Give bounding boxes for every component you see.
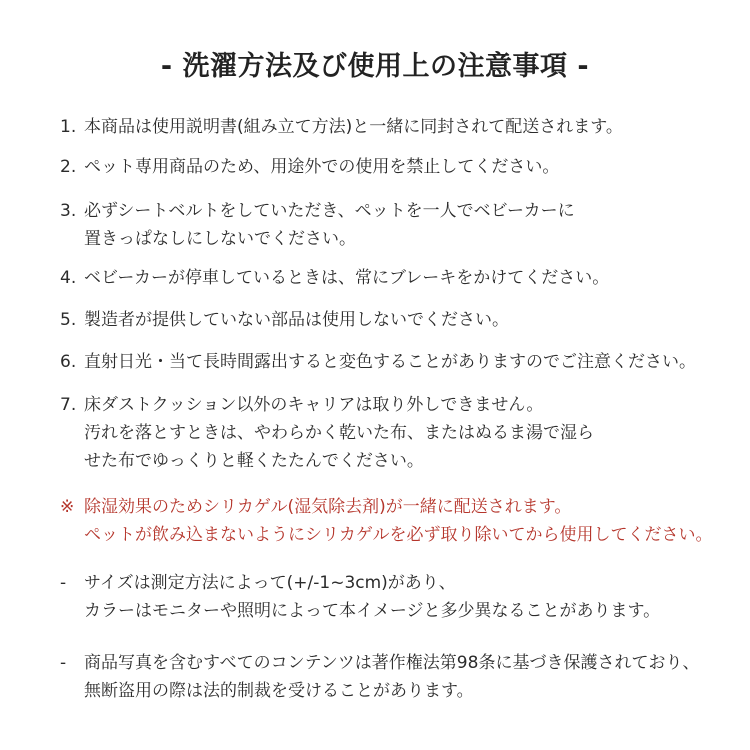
item-text: 必ずシートベルトをしていただき、ペットを一人でベビーカーに [84, 201, 575, 221]
item-number: 3. [60, 201, 77, 221]
item-number: 5. [60, 310, 77, 330]
list-item-4 [60, 264, 740, 292]
item-text: 汚れを落とすときは、やわらかく乾いた布、またはぬるま湯で湿ら [84, 423, 594, 443]
note-mark: - [60, 653, 67, 673]
note-text: 商品写真を含むすべてのコンテンツは著作権法第98条に基づき保護されており、 [84, 653, 700, 673]
list-item-5 [60, 306, 740, 334]
item-text: 置きっぱなしにしないでください。 [84, 229, 356, 249]
note-copyright [60, 649, 740, 705]
note-size-color [60, 569, 740, 625]
silica-gel-warning [60, 493, 740, 549]
list-item-6 [60, 348, 740, 376]
list-item-2 [60, 153, 740, 181]
page-title: - 洗濯方法及び使用上の注意事項 - [160, 51, 590, 82]
item-number: 2. [60, 157, 77, 177]
warning-text: ペットが飲み込まないようにシリカゲルを必ず取り除いてから使用してください。 [84, 525, 713, 545]
note-text: カラーはモニターや照明によって本イメージと多少異なることがあります。 [84, 601, 661, 621]
item-text: ベビーカーが停車しているときは、常にブレーキをかけてください。 [84, 268, 610, 288]
list-item-7 [60, 391, 740, 475]
warning-text: 除湿効果のためシリカゲル(湿気除去剤)が一緒に配送されます。 [84, 497, 572, 517]
item-text: せた布でゆっくりと軽くたたんでください。 [84, 451, 424, 471]
item-text: ペット専用商品のため、用途外での使用を禁止してください。 [84, 157, 560, 177]
note-text: サイズは測定方法によって(+/-1~3cm)があり、 [84, 573, 456, 593]
item-text: 直射日光・当て長時間露出すると変色することがありますのでご注意ください。 [84, 352, 696, 372]
note-mark: - [60, 573, 67, 593]
note-text: 無断盗用の際は法的制裁を受けることがあります。 [84, 681, 474, 701]
item-text: 本商品は使用説明書(組み立て方法)と一緒に同封されて配送されます。 [84, 117, 623, 137]
item-number: 7. [60, 395, 77, 415]
item-number: 6. [60, 352, 77, 372]
item-number: 4. [60, 268, 77, 288]
warning-mark: ※ [60, 497, 75, 517]
list-item-1 [60, 113, 740, 141]
item-text: 製造者が提供していない部品は使用しないでください。 [84, 310, 509, 330]
item-text: 床ダストクッション以外のキャリアは取り外しできません。 [84, 395, 544, 415]
item-number: 1. [60, 117, 77, 137]
list-item-3 [60, 197, 740, 253]
